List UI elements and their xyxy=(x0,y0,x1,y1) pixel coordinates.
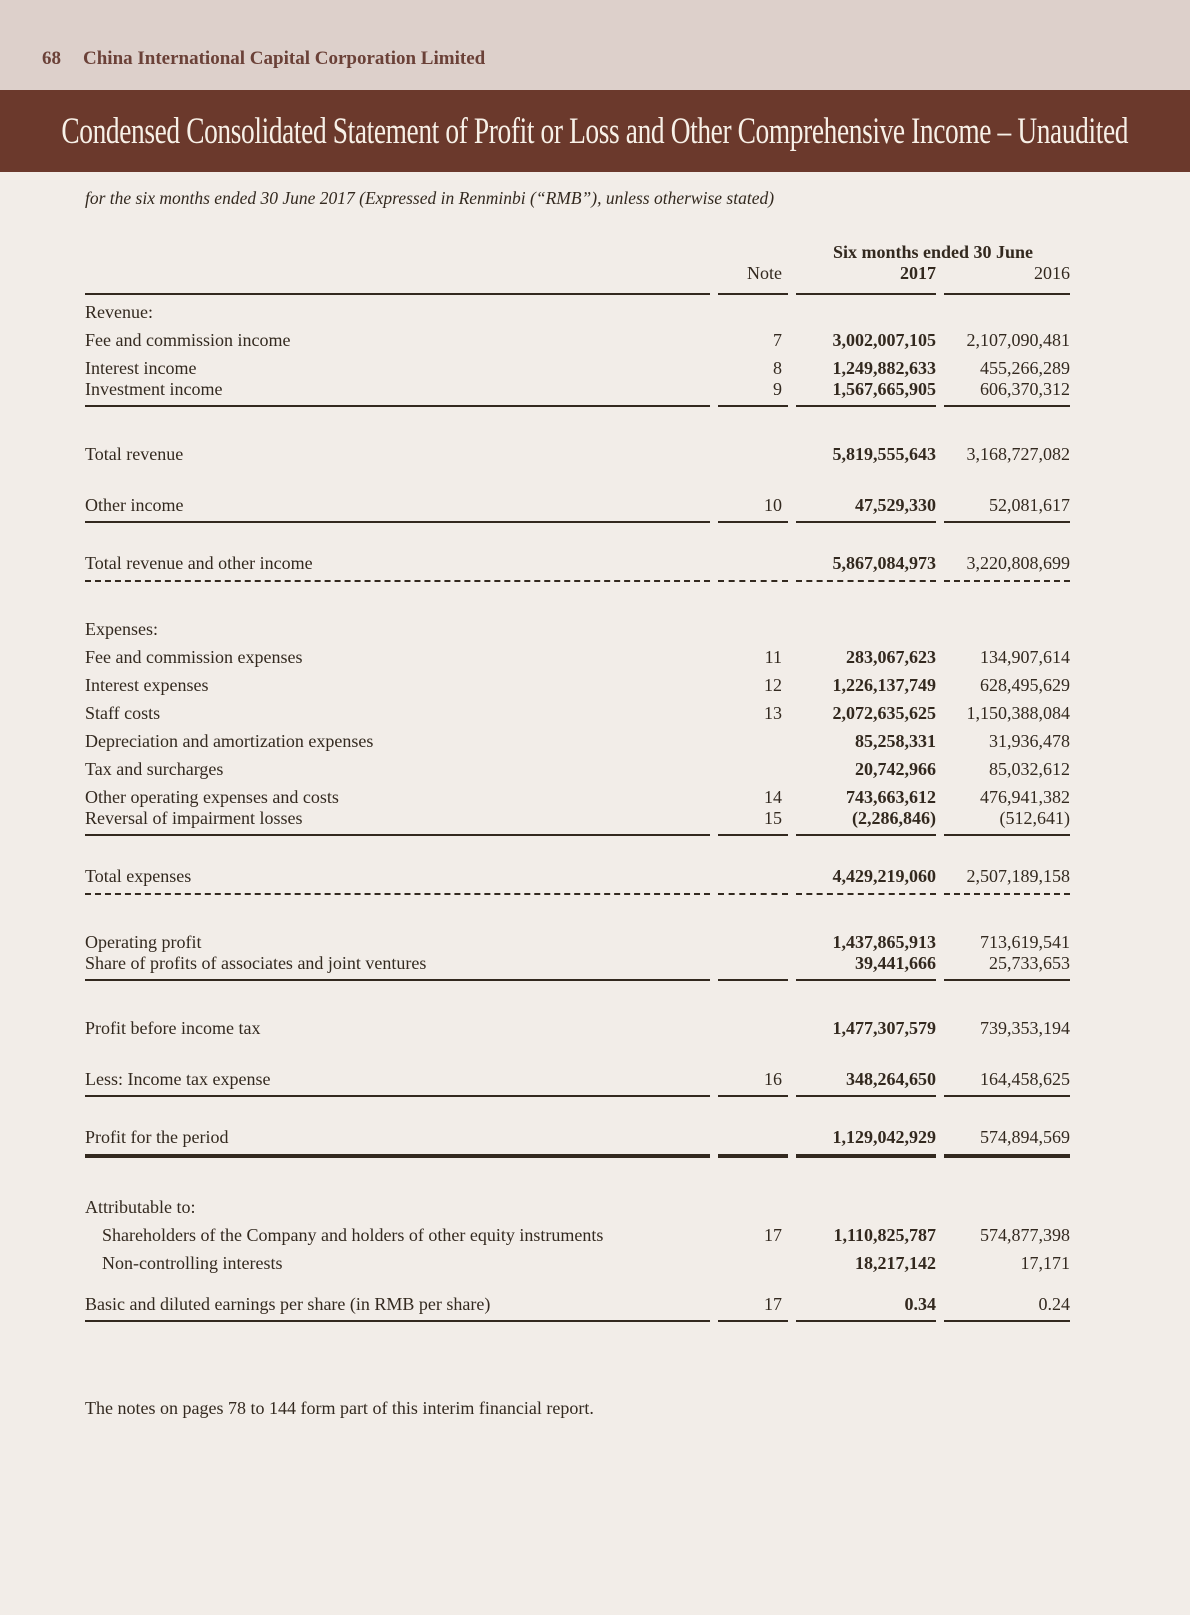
table-row xyxy=(85,925,1070,953)
cell-y2016: 25,733,653 xyxy=(944,953,1070,981)
cell-y2016: 739,353,194 xyxy=(980,1018,1070,1038)
cell-note: 7 xyxy=(773,330,782,350)
cell-label: Total expenses xyxy=(85,866,710,895)
table-row xyxy=(85,323,1070,351)
cell-note xyxy=(718,953,788,981)
cell-label: Profit before income tax xyxy=(85,1018,261,1038)
cell-note xyxy=(718,724,788,752)
cell-label: Reversal of impairment losses xyxy=(85,808,710,836)
cell-y2016: 455,266,289 xyxy=(980,358,1070,378)
spacer-row xyxy=(85,895,1070,925)
cell-label: Operating profit xyxy=(85,932,202,952)
cell-note: 16 xyxy=(718,1069,788,1097)
table-row xyxy=(85,495,1070,523)
cell-y2017: 348,264,650 xyxy=(796,1069,936,1097)
cell-note xyxy=(718,612,788,640)
statement-content xyxy=(85,235,1070,1322)
cell-y2017 xyxy=(796,612,936,640)
cell-label: Interest income xyxy=(85,358,197,378)
cell-y2016: 2,107,090,481 xyxy=(966,330,1070,350)
table-row xyxy=(85,780,1070,808)
spacer-row xyxy=(85,1274,1070,1294)
cell-note xyxy=(718,437,788,465)
cell-y2017: 2,072,635,625 xyxy=(832,703,936,723)
notes-reference: The notes on pages 78 to 144 form part of this interim financial report. xyxy=(85,1398,594,1418)
cell-y2016: 3,220,808,699 xyxy=(944,553,1070,582)
cell-y2017: 1,477,307,579 xyxy=(832,1018,936,1038)
spacer-row xyxy=(85,407,1070,437)
cell-note xyxy=(718,1190,788,1218)
table-row xyxy=(85,953,1070,981)
cell-y2016 xyxy=(944,1190,1070,1218)
company-name: China International Capital Corporation Limited xyxy=(83,48,486,69)
cell-note xyxy=(718,866,788,895)
cell-y2017: 1,129,042,929 xyxy=(796,1127,936,1158)
cell-y2017: 1,226,137,749 xyxy=(832,675,936,695)
table-row xyxy=(85,1069,1070,1097)
cell-y2016: 2,507,189,158 xyxy=(944,866,1070,895)
cell-label: Total revenue and other income xyxy=(85,553,710,582)
table-row xyxy=(85,1218,1070,1246)
cell-label: Other income xyxy=(85,495,710,523)
cell-note xyxy=(718,1246,788,1274)
cell-y2016: 628,495,629 xyxy=(980,675,1070,695)
table-row xyxy=(85,752,1070,780)
cell-label: Non-controlling interests xyxy=(102,1253,283,1273)
cell-y2017: 85,258,331 xyxy=(855,731,936,751)
table-row xyxy=(85,1246,1070,1274)
statement-subtitle: for the six months ended 30 June 2017 (Expressed in Renminbi (“RMB”), unless otherwise stated) xyxy=(85,188,775,208)
column-header-note: Note xyxy=(718,263,788,295)
cell-note: 10 xyxy=(718,495,788,523)
cell-y2017: 4,429,219,060 xyxy=(796,866,936,895)
table-row xyxy=(85,866,1070,895)
cell-note xyxy=(718,553,788,582)
cell-y2017: 47,529,330 xyxy=(796,495,936,523)
title-banner xyxy=(0,90,1190,172)
cell-y2017 xyxy=(796,295,936,323)
column-header-2016: 2016 xyxy=(944,263,1070,295)
cell-y2016 xyxy=(944,612,1070,640)
cell-label: Less: Income tax expense xyxy=(85,1069,710,1097)
cell-note: 14 xyxy=(764,787,782,807)
cell-label: Other operating expenses and costs xyxy=(85,787,339,807)
cell-note: 15 xyxy=(718,808,788,836)
spacer-row xyxy=(85,836,1070,866)
cell-y2016: 1,150,388,084 xyxy=(966,703,1070,723)
cell-y2016: 3,168,727,082 xyxy=(966,444,1070,464)
column-header-2017: 2017 xyxy=(796,263,936,295)
statement-title: Condensed Consolidated Statement of Profit or Loss and Other Comprehensive Income – Unaudited xyxy=(61,110,1129,152)
table-row xyxy=(85,724,1070,752)
cell-label: Fee and commission expenses xyxy=(85,647,303,667)
statement-table xyxy=(77,235,1078,1322)
cell-y2016: 17,171 xyxy=(1020,1253,1070,1273)
cell-note: 9 xyxy=(718,379,788,407)
spacer-row xyxy=(85,465,1070,495)
table-row xyxy=(85,640,1070,668)
table-row xyxy=(85,1127,1070,1158)
page-number: 68 xyxy=(42,48,61,69)
spacer-row xyxy=(85,1039,1070,1069)
table-row xyxy=(85,1294,1070,1322)
cell-label: Depreciation and amortization expenses xyxy=(85,731,374,751)
cell-note xyxy=(718,295,788,323)
table-row xyxy=(85,612,1070,640)
spacer-row xyxy=(85,1158,1070,1190)
statement-table-body xyxy=(85,295,1070,1322)
period-header: Six months ended 30 June xyxy=(832,242,1034,262)
cell-y2017: (2,286,846) xyxy=(796,808,936,836)
cell-y2016: (512,641) xyxy=(944,808,1070,836)
cell-note xyxy=(718,1127,788,1158)
cell-y2016: 52,081,617 xyxy=(944,495,1070,523)
cell-y2017: 1,437,865,913 xyxy=(832,932,936,952)
cell-label: Revenue: xyxy=(85,302,153,322)
cell-y2016 xyxy=(944,295,1070,323)
cell-y2016: 31,936,478 xyxy=(989,731,1070,751)
spacer-row xyxy=(85,523,1070,553)
cell-y2017: 5,867,084,973 xyxy=(796,553,936,582)
page-header xyxy=(0,0,1190,90)
cell-label: Fee and commission income xyxy=(85,330,291,350)
table-row xyxy=(85,808,1070,836)
cell-label: Interest expenses xyxy=(85,675,209,695)
cell-y2017 xyxy=(796,1190,936,1218)
cell-note: 12 xyxy=(764,675,782,695)
cell-label: Investment income xyxy=(85,379,710,407)
table-row xyxy=(85,696,1070,724)
cell-label: Basic and diluted earnings per share (in RMB per share) xyxy=(85,1294,710,1322)
cell-y2017: 39,441,666 xyxy=(796,953,936,981)
table-row xyxy=(85,1190,1070,1218)
cell-label: Tax and surcharges xyxy=(85,759,224,779)
cell-note xyxy=(718,1011,788,1039)
table-row xyxy=(85,351,1070,379)
cell-note: 13 xyxy=(764,703,782,723)
cell-note xyxy=(718,925,788,953)
cell-y2017: 283,067,623 xyxy=(846,647,936,667)
cell-label: Staff costs xyxy=(85,703,161,723)
cell-note: 17 xyxy=(764,1225,782,1245)
cell-label: Total revenue xyxy=(85,444,184,464)
cell-label: Share of profits of associates and joint ventures xyxy=(85,953,710,981)
table-row xyxy=(85,668,1070,696)
cell-y2017: 20,742,966 xyxy=(855,759,936,779)
cell-y2016: 476,941,382 xyxy=(980,787,1070,807)
table-row xyxy=(85,1011,1070,1039)
cell-y2016: 134,907,614 xyxy=(980,647,1070,667)
spacer-row xyxy=(85,582,1070,612)
cell-label: Expenses: xyxy=(85,619,158,639)
spacer-row xyxy=(85,981,1070,1011)
cell-y2016: 713,619,541 xyxy=(980,932,1070,952)
cell-y2016: 574,894,569 xyxy=(944,1127,1070,1158)
table-row xyxy=(85,437,1070,465)
cell-y2016: 85,032,612 xyxy=(989,759,1070,779)
cell-y2016: 606,370,312 xyxy=(944,379,1070,407)
cell-label: Profit for the period xyxy=(85,1127,710,1158)
cell-note: 8 xyxy=(773,358,782,378)
cell-y2017: 1,249,882,633 xyxy=(832,358,936,378)
table-row xyxy=(85,295,1070,323)
cell-y2017: 1,110,825,787 xyxy=(833,1225,936,1245)
cell-y2017: 1,567,665,905 xyxy=(796,379,936,407)
cell-note: 11 xyxy=(764,647,782,667)
cell-y2017: 3,002,007,105 xyxy=(832,330,936,350)
cell-note: 17 xyxy=(718,1294,788,1322)
period-header-row xyxy=(85,235,1070,263)
cell-y2016: 574,877,398 xyxy=(980,1225,1070,1245)
column-header-row xyxy=(85,263,1070,295)
cell-y2017: 18,217,142 xyxy=(855,1253,936,1273)
cell-y2017: 743,663,612 xyxy=(846,787,936,807)
cell-y2016: 164,458,625 xyxy=(944,1069,1070,1097)
cell-y2017: 0.34 xyxy=(796,1294,936,1322)
table-row xyxy=(85,553,1070,582)
cell-y2016: 0.24 xyxy=(944,1294,1070,1322)
cell-label: Shareholders of the Company and holders of other equity instruments xyxy=(102,1225,604,1245)
table-row xyxy=(85,379,1070,407)
cell-note xyxy=(718,752,788,780)
cell-y2017: 5,819,555,643 xyxy=(832,444,936,464)
cell-label: Attributable to: xyxy=(85,1197,196,1217)
spacer-row xyxy=(85,1097,1070,1127)
